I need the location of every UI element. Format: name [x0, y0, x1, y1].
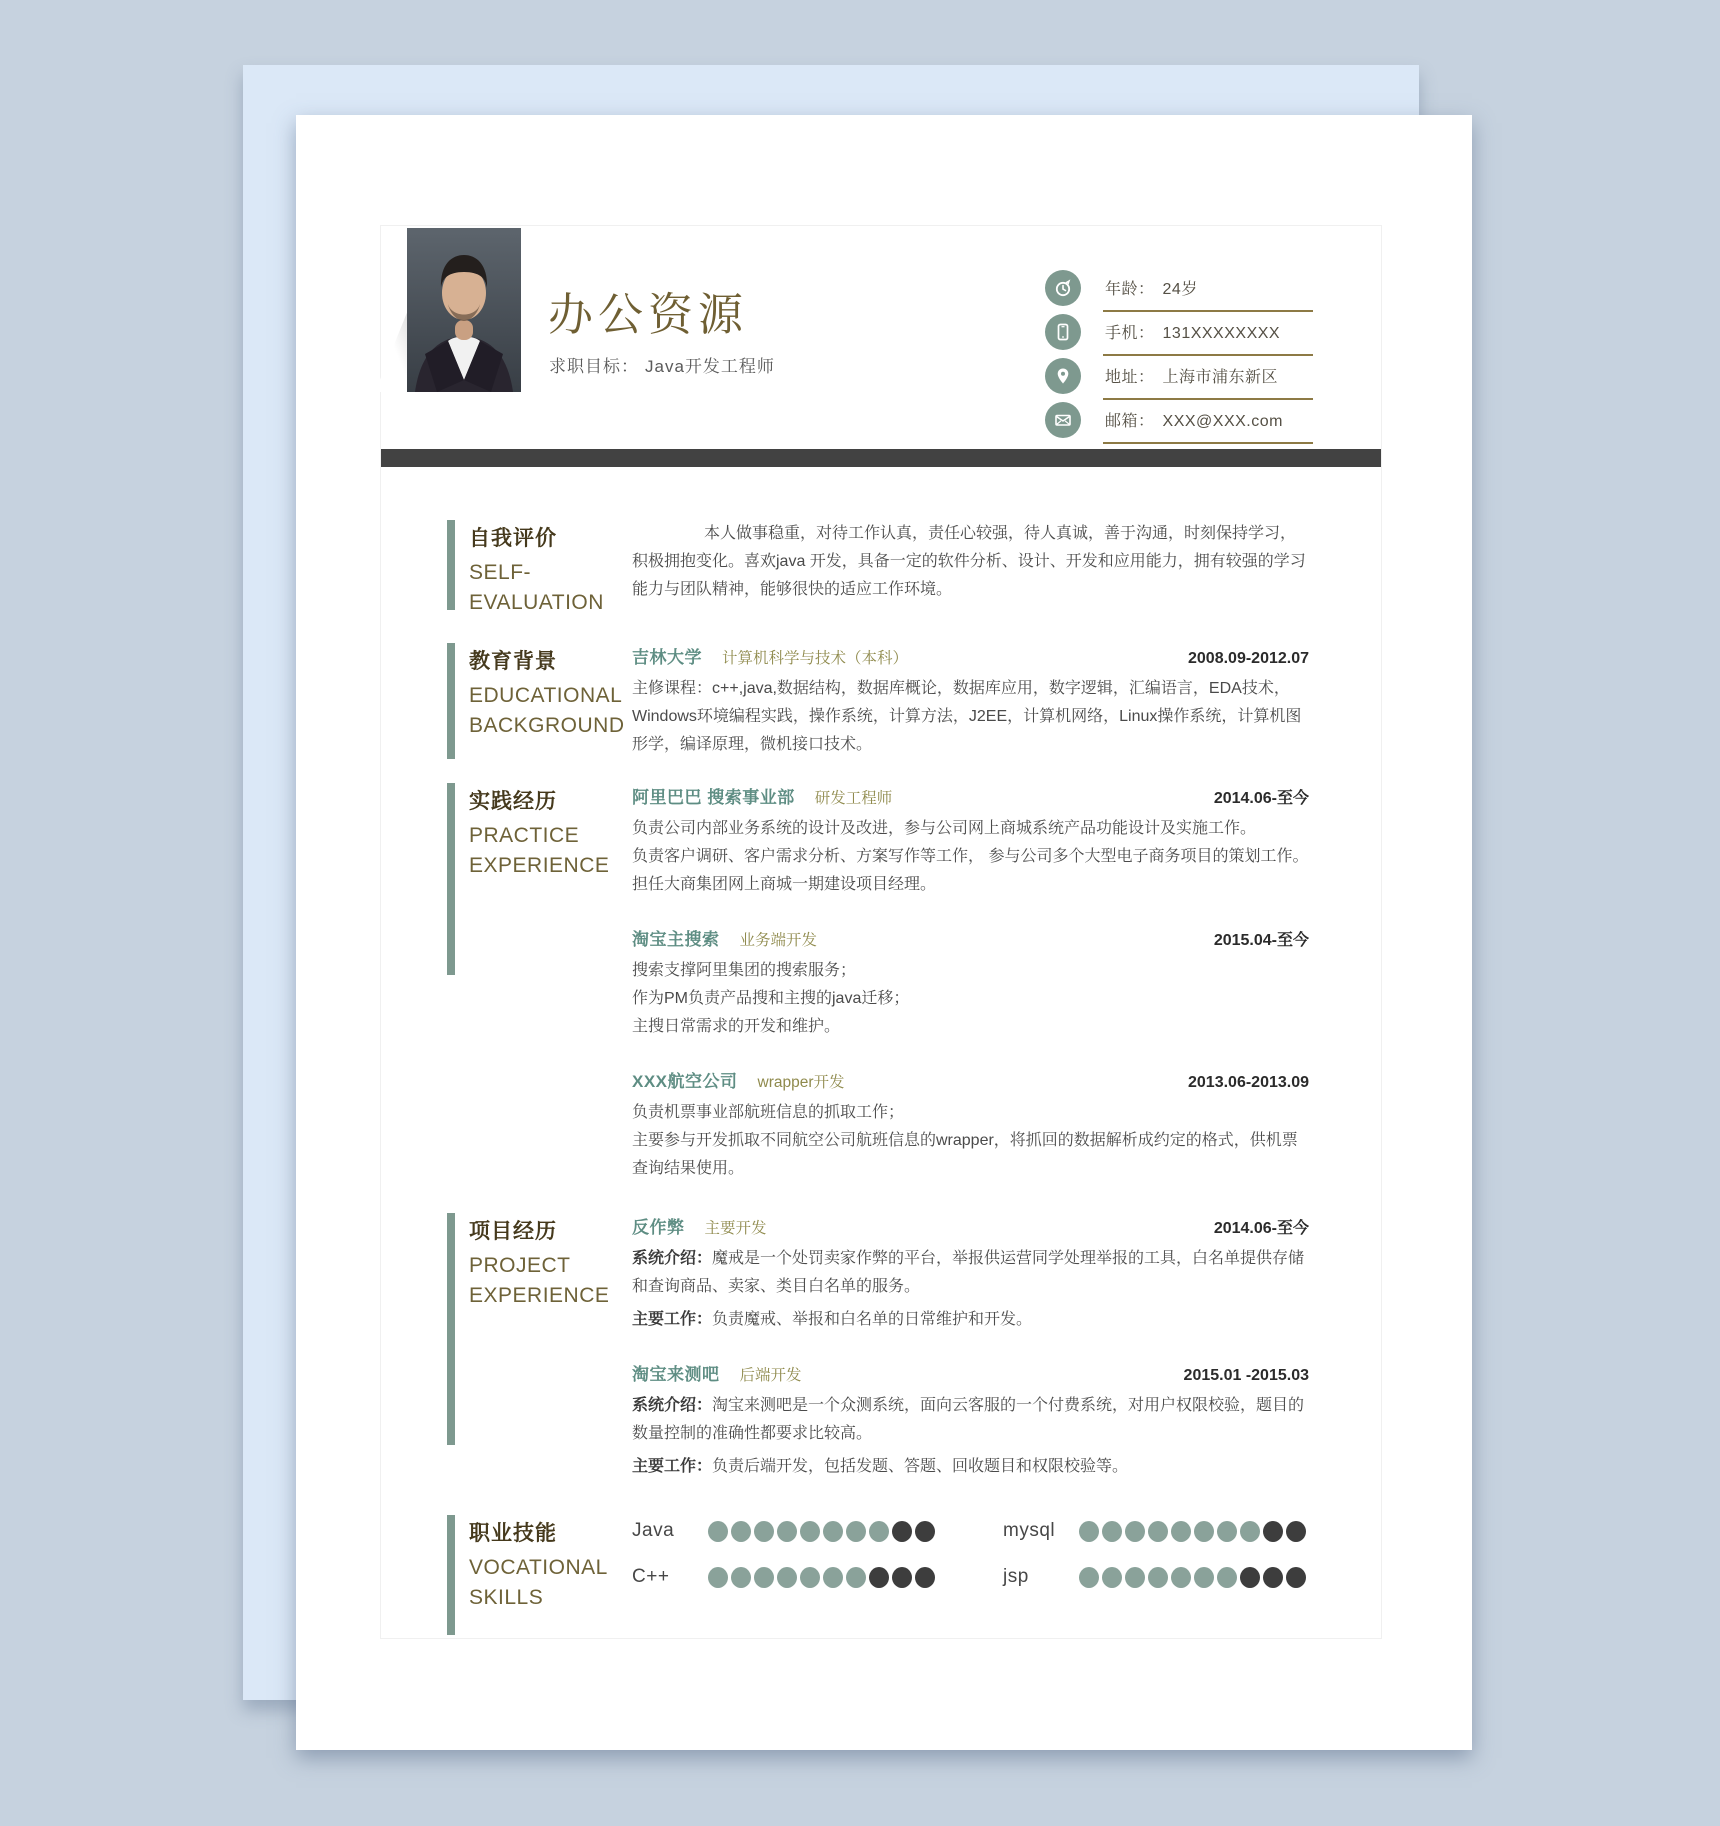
- project-intro: 淘宝来测吧是一个众测系统，面向云客服的一个付费系统，对用户权限校验，题目的数量控制的准确性都要求比较高。: [632, 1397, 1305, 1442]
- section-heading: [447, 783, 632, 975]
- company-name: 阿里巴巴 搜索事业部: [632, 788, 795, 807]
- section-title-en: SELF- EVALUATION: [469, 561, 604, 614]
- phone-icon: [1045, 314, 1081, 350]
- section-title-cn: 自我评价: [469, 527, 557, 550]
- company-name: XXX航空公司: [632, 1072, 738, 1091]
- section-title-cn: 职业技能: [469, 1522, 557, 1545]
- work-label: 主要工作：: [632, 1311, 713, 1328]
- project-date: 2014.06-至今: [1213, 1220, 1309, 1237]
- contact-row-phone: [1045, 314, 1313, 358]
- section-title-en: EDUCATIONAL BACKGROUND: [469, 684, 625, 737]
- job-date: 2014.06-至今: [1213, 790, 1309, 807]
- skill-level-dots: [1079, 1521, 1309, 1542]
- resume-header: [381, 226, 1381, 467]
- company-name: 淘宝主搜索: [632, 930, 720, 949]
- courses-text: 主修课程：c++,java,数据结构，数据库概论，数据库应用，数字逻辑，汇编语言，EDA技术，Windows环境编程实践，操作系统，计算方法，J2EE，计算机网络，Linux操作系统，计算机图形学，编译原理，微机接口技术。: [632, 680, 1302, 753]
- work-label: 主要工作：: [632, 1458, 713, 1475]
- skill-name: Java: [632, 1520, 675, 1541]
- mail-icon: [1045, 402, 1081, 438]
- job-role: wrapper开发: [757, 1074, 845, 1091]
- skill-row-java: [632, 1519, 1003, 1543]
- skill-name: mysql: [1003, 1520, 1056, 1541]
- contact-row-address: [1045, 358, 1313, 402]
- intro-label: 系统介绍：: [632, 1397, 713, 1414]
- section-title-cn: 项目经历: [469, 1220, 557, 1243]
- section-title-en: PROJECT EXPERIENCE: [469, 1254, 610, 1307]
- section-heading: [447, 1515, 632, 1635]
- contact-label: 年龄：: [1105, 281, 1155, 298]
- section-title-cn: 教育背景: [469, 650, 557, 673]
- project-intro: 魔戒是一个处罚卖家作弊的平台，举报供运营同学处理举报的工具，白名单提供存储和查询商品、卖家、类目白名单的服务。: [632, 1250, 1305, 1295]
- project-role: 后端开发: [739, 1367, 802, 1384]
- skill-row-mysql: [1003, 1519, 1309, 1543]
- section-heading: [447, 1213, 632, 1445]
- profile-photo: [375, 228, 521, 392]
- job-objective-value: Java开发工程师: [645, 357, 775, 376]
- job-objective-label: 求职目标：: [549, 357, 639, 376]
- section-title-en: VOCATIONAL SKILLS: [469, 1556, 608, 1609]
- section-project-experience: [447, 1213, 1309, 1481]
- contact-value: 24岁: [1162, 281, 1198, 298]
- job-entry: 阿里巴巴 搜索事业部 研发工程师 2014.06-至今 负责公司内部业务系统的设计及改进，参与公司网上商城系统产品功能设计及实施工作。 负责客户调研、客户需求分析、方案写作等工作， 参与公司多个大型电子商务项目的策划工作。 担任大商集团网上商城一期建设项目经理。: [632, 783, 1309, 899]
- location-icon: [1045, 358, 1081, 394]
- section-practice-experience: [447, 783, 1309, 1183]
- resume-page: [296, 115, 1472, 1750]
- section-heading: [447, 643, 632, 759]
- skill-name: C++: [632, 1566, 670, 1587]
- contact-label: 地址：: [1105, 369, 1155, 386]
- project-work: 负责魔戒、举报和白名单的日常维护和开发。: [712, 1311, 1033, 1328]
- job-role: 研发工程师: [814, 790, 893, 807]
- self-evaluation-text: 本人做事稳重，对待工作认真，责任心较强，待人真诚，善于沟通，时刻保持学习，积极拥抱变化。喜欢java 开发，具备一定的软件分析、设计、开发和应用能力，拥有较强的学习能力与团队精神，能够很快的适应工作环境。: [632, 525, 1306, 598]
- section-education: [447, 643, 1309, 759]
- contact-label: 邮箱：: [1105, 413, 1155, 430]
- skill-row-cpp: [632, 1565, 1003, 1589]
- school-name: 吉林大学: [632, 648, 702, 667]
- education-date: 2008.09-2012.07: [1188, 650, 1309, 667]
- major-name: 计算机科学与技术（本科）: [722, 650, 909, 667]
- contact-list: [1045, 270, 1313, 446]
- skill-level-dots: [708, 1567, 938, 1588]
- contact-value: 131XXXXXXXX: [1162, 325, 1281, 342]
- job-entry: 淘宝主搜索 业务端开发 2015.04-至今 搜索支撑阿里集团的搜索服务； 作为PM负责产品搜和主搜的java迁移； 主搜日常需求的开发和维护。: [632, 925, 1309, 1041]
- project-work: 负责后端开发，包括发题、答题、回收题目和权限校验等。: [712, 1458, 1129, 1475]
- skill-row-jsp: [1003, 1565, 1309, 1589]
- project-role: 主要开发: [704, 1220, 767, 1237]
- section-self-evaluation: [447, 520, 1309, 614]
- project-entry: [632, 1213, 1309, 1334]
- contact-row-email: [1045, 402, 1313, 446]
- education-entry: [632, 643, 1309, 759]
- skill-name: jsp: [1003, 1566, 1029, 1587]
- intro-label: 系统介绍：: [632, 1250, 713, 1267]
- section-title-cn: 实践经历: [469, 790, 557, 813]
- section-title-en: PRACTICE EXPERIENCE: [469, 824, 610, 877]
- page-title-name: 办公资源: [548, 289, 749, 340]
- job-entry: XXX航空公司 wrapper开发 2013.06-2013.09 负责机票事业部航班信息的抓取工作； 主要参与开发抓取不同航空公司航班信息的wrapper，将抓回的数据解析成约定的格式，供机票查询结果使用。: [632, 1067, 1309, 1183]
- contact-value: 上海市浦东新区: [1162, 369, 1279, 386]
- content-panel: [380, 225, 1382, 1639]
- job-objective: [549, 352, 775, 377]
- project-name: 反作弊: [632, 1218, 685, 1237]
- section-heading: [447, 520, 632, 614]
- job-date: 2015.04-至今: [1213, 932, 1309, 949]
- project-date: 2015.01 -2015.03: [1183, 1367, 1309, 1384]
- header-divider-bar: [381, 449, 1381, 467]
- project-entry: [632, 1360, 1309, 1481]
- section-vocational-skills: [447, 1515, 1309, 1635]
- skills-grid: [632, 1515, 1309, 1589]
- skill-level-dots: [708, 1521, 938, 1542]
- portrait-image: [407, 228, 521, 392]
- job-role: 业务端开发: [739, 932, 818, 949]
- project-name: 淘宝来测吧: [632, 1365, 720, 1384]
- contact-label: 手机：: [1105, 325, 1155, 342]
- resume-body: [381, 520, 1381, 1635]
- contact-row-age: [1045, 270, 1313, 314]
- clock-icon: [1045, 270, 1081, 306]
- job-date: 2013.06-2013.09: [1188, 1074, 1309, 1091]
- contact-value: XXX@XXX.com: [1162, 413, 1283, 430]
- skill-level-dots: [1079, 1567, 1309, 1588]
